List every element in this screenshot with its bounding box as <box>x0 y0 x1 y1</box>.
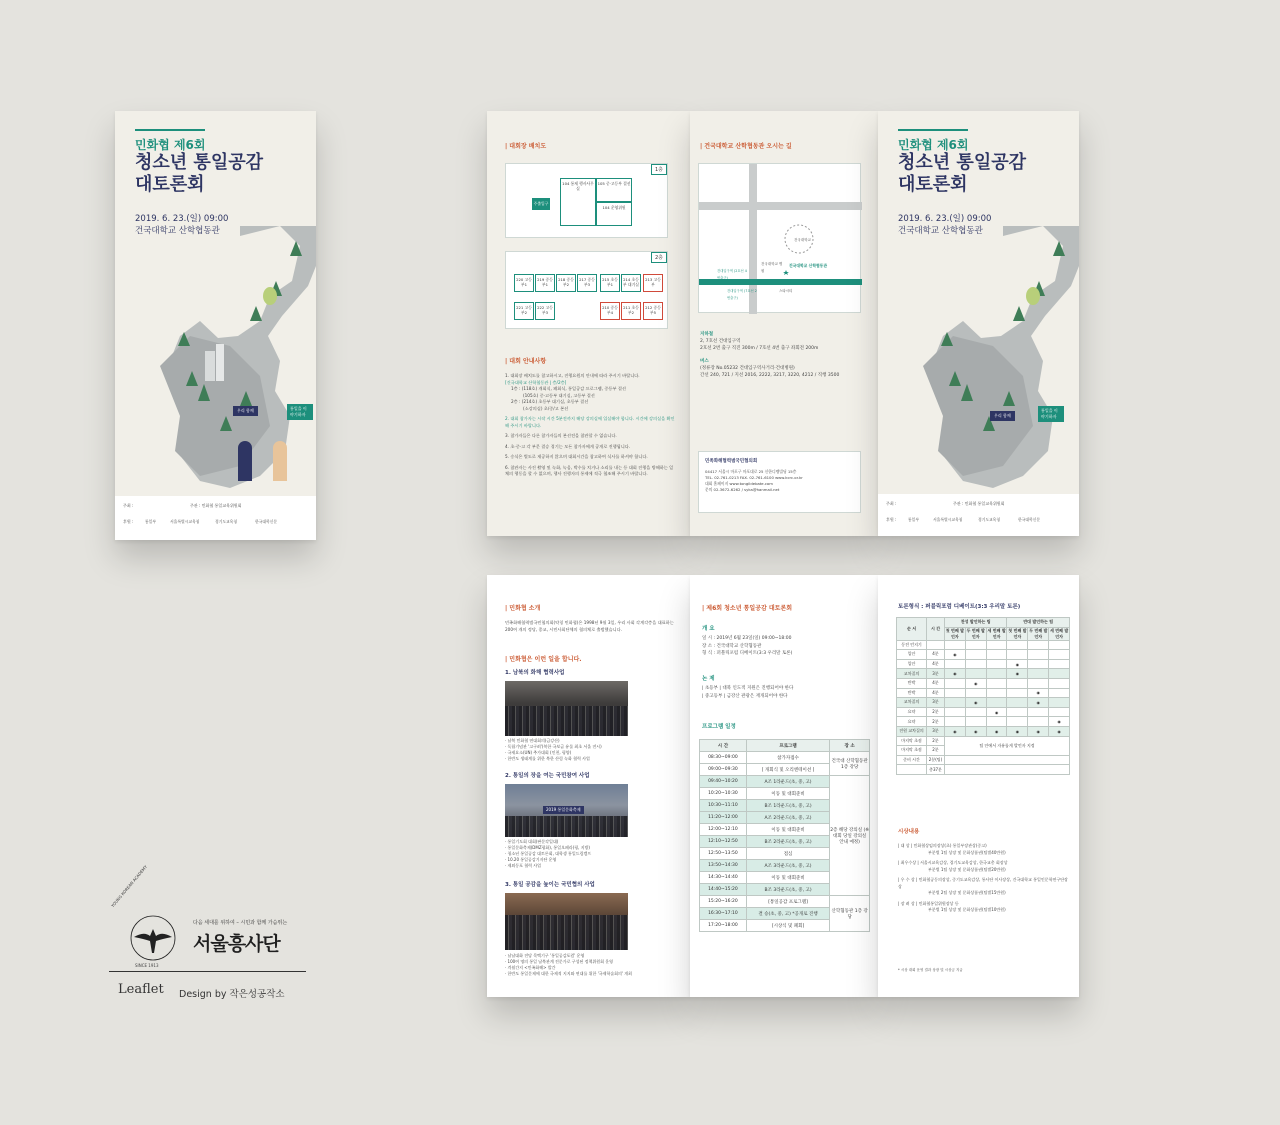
item1-bullet-4: · 한반도 생태계를 위한 북한 산림 녹화 협력 사업 <box>505 756 590 761</box>
debate-sub-2: 두 번째 발언자 <box>966 627 985 639</box>
schedule-row: 14:30~14:40 이동 및 대회준비 <box>700 872 870 884</box>
schedule-header-time: 시 간 <box>700 740 747 752</box>
room-104-staff: 104 운영위원 <box>596 202 632 226</box>
item1-title: 1. 남북의 화해 협력사업 <box>505 670 565 676</box>
award-grand-detail: 부분별 1팀 상장 및 문화상품권(팀별40만원) <box>928 849 1006 855</box>
sponsor-1: 통일부 <box>145 519 157 524</box>
room-217: 217 중등부3 <box>577 274 597 292</box>
cover2-footer <box>878 494 1079 536</box>
room-220: 220 고등부1 <box>514 274 534 292</box>
debate-row: 입안 4분 ◉ <box>897 659 1070 669</box>
debate-row: 마지막 초점 2분 팀 안에서 자유롭게 발언자 지정 <box>897 736 1070 746</box>
room-212: 212 중등부5 <box>643 302 663 320</box>
topic-lines <box>702 685 872 700</box>
debate-header-order: 순 서 <box>897 618 927 641</box>
cover2-rule <box>898 129 968 131</box>
info-list <box>505 373 675 478</box>
directions-map <box>698 163 861 313</box>
debate-row: 요약 2분 ◉ <box>897 717 1070 727</box>
overview-lines <box>702 635 872 658</box>
schedule-row: 10:20~10:30 이동 및 대회준비 <box>700 788 870 800</box>
schedule-row: 15:20~16:20 [통일공감 프로그램] 산학협동관 1층 강당 <box>700 896 870 908</box>
room-215: 215 초등부1 <box>600 274 620 292</box>
debate-row: 동전 던지기 <box>897 640 1070 650</box>
subway-title: 지하철 <box>700 332 714 337</box>
cover-venue: 건국대학교 산학협동관 <box>135 226 220 236</box>
overview-title: 개 요 <box>702 626 715 632</box>
item2-bullet-3: · 청소년 통일공감 대토론회, 대학생 통일드림캠프 <box>505 851 592 856</box>
overview-format: 형 식 : 퍼블릭포럼 디베이트(3:3 우리말 토론) <box>702 651 793 656</box>
bus-title: 버스 <box>700 359 709 364</box>
room-213: 213 고등부 <box>643 274 663 292</box>
debate-row: 준비 시간 2분(팀) <box>897 755 1070 765</box>
panel-venue-layout <box>487 111 690 536</box>
room-222: 222 고등부3 <box>535 302 555 320</box>
subway-exit: 2호선 2번 출구 직진 300m / 7호선 4번 출구 좌회전 200m <box>700 346 819 351</box>
debate-row: 교차질의 3분 ◉ ◉ <box>897 698 1070 708</box>
item3-bullet-1: · 남남대화 전당 목멕기구 '통일공감포럼' 운영 <box>505 953 585 958</box>
bubble-right: 통일을 이야기하자 <box>287 404 313 420</box>
sponsor-2: 서울특별시교육청 <box>170 519 200 524</box>
debate-header-pro: 찬성 발언하는 팀 <box>945 618 1007 628</box>
debate-free-note: 팀 안에서 자유롭게 발언자 지정 <box>945 736 1070 755</box>
schedule-row: 13:50~14:30 A조 3라운드(초, 중, 고) <box>700 860 870 872</box>
schedule-row: 09:00~09:30 [ 개회식 및 오리엔테이션 ] <box>700 764 870 776</box>
info-item-1d: 2층 : (214호) 초등부 대기실, 초등부 결선 <box>511 399 589 404</box>
brand-since: SINCE 1913 <box>135 963 159 968</box>
sponsor-3: 경기도교육청 <box>215 519 238 524</box>
info-item-2: 2. 대회 참가자는 시작 시간 5분전까지 해당 강의실에 입실해야 합니다. 시간에 강의실을 확인해 주시기 바랍니다. <box>505 416 675 428</box>
schedule-row: 14:40~15:20 B조 3라운드(초, 중, 고) <box>700 884 870 896</box>
awards-title: 시상내용 <box>898 829 920 835</box>
org-web: 대회 홈페이지 www.tongildebate.com <box>705 481 773 486</box>
award-merit-detail: 부분별 2팀 상장 및 문화상품권(팀별15만원) <box>928 890 1006 895</box>
org-contact-box <box>698 451 861 513</box>
org-name: 민족화해협력범국민협의회 <box>705 459 758 464</box>
room-211: 211 초등부2 <box>621 302 641 320</box>
room-218: 218 중등부2 <box>556 274 576 292</box>
program-section-title: | 제6회 청소년 통일공감 대토론회 <box>702 605 793 612</box>
korea-map-illustration-2 <box>883 226 1079 498</box>
cover2-title-line3: 대토론회 <box>898 174 968 195</box>
award-excellence-detail: 부분별 1팀 상장 및 문화상품권(팀별20만원) <box>928 866 1006 872</box>
schedule-row: 12:00~12:10 이동 및 대회준비 <box>700 824 870 836</box>
room-105: 105 중·고등부 결선 <box>596 178 632 202</box>
cover2-title-line2: 청소년 통일공감 <box>898 152 1026 173</box>
cover-title-line3: 대토론회 <box>135 174 205 195</box>
transport-info <box>700 331 870 379</box>
item1-bullet-3: · 국제요소(UN) 추가대회 (인천, 평양) <box>505 750 572 755</box>
debate-row: 요약 2분 ◉ <box>897 707 1070 717</box>
schedule-row: 10:30~11:10 B조 1라운드(초, 중, 고) <box>700 800 870 812</box>
info-item-1a: [건국대학교 산학협동관 | 층/2층] <box>505 379 567 385</box>
map-label-hospital: 건국대학교 병원 <box>761 262 783 273</box>
schedule-row: 12:10~12:50 B조 2라운드(초, 중, 고) <box>700 836 870 848</box>
item2-bullet-5: · 제외동포 협력 사업 <box>505 863 541 868</box>
schedule-place-c: 산학협동관 1층 강당 <box>830 896 870 932</box>
cover-title-line1: 민화협 제6회 <box>135 138 206 152</box>
item3-bullet-2: · 100여 명의 통일 남북관계 전문가로 구성된 정책위원회 운영 <box>505 959 613 964</box>
cover2-title-line1: 민화협 제6회 <box>898 138 969 152</box>
item2-title: 2. 통일의 장을 여는 국민참여 사업 <box>505 773 590 779</box>
directions-section-title: | 건국대학교 산학협동관 오시는 길 <box>700 143 792 150</box>
map-label-univ: 건국대학교 <box>794 238 811 242</box>
intro-section-title: | 민화협 소개 <box>505 605 541 612</box>
photo2-banner: 2019 통일문화축제 <box>543 806 584 814</box>
debate-sub-6: 세 번째 발언자 <box>1049 627 1069 639</box>
debate-row: 입안 4분 ◉ <box>897 650 1070 660</box>
award-merit: | 우 수 상 | 민화협공동의장상, 중기도교육감상, 통사단 이사장상, 건국대학교 통일인문학연구단장상 <box>898 877 1068 889</box>
bus-lines: 간선 240, 721 / 지선 2016, 2222, 3217, 3220, 4212 / 직행 3500 <box>700 373 840 378</box>
awards-footnote: * 시상 대회 운영 결과 상장 및 시상금 지급 <box>898 968 963 972</box>
cover2-date: 2019. 6. 23.(일) 09:00 <box>898 214 992 224</box>
debate-sub-3: 세 번째 발언자 <box>987 627 1006 639</box>
schedule-row: 11:20~12:00 A조 2라운드(초, 중, 고) <box>700 812 870 824</box>
intro-text: 민족화해협력범국민협의회(약칭 민화협)은 1998년 9월 3일, 우리 사회 각계각층을 대표하는 200여 개의 정당, 종교, 시민사회단체의 협의체로 출범했습니다. <box>505 620 674 632</box>
panel-program <box>690 575 878 997</box>
room-214: 214 초등부 대기실 <box>621 274 641 292</box>
debate-sub-5: 두 번째 발언자 <box>1029 627 1048 639</box>
schedule-row: 17:20~18:00 [시상식 및 폐회] <box>700 920 870 932</box>
info-item-6: 6. 참관자는 사진 촬영 및 녹화, 녹음, 박수를 치거나 소리를 내는 등 대회 진행을 방해하는 일체의 행동을 할 수 없으며, 행사 진행자의 통제에 적극 협조해 주시기 바랍니다. <box>505 464 674 476</box>
cover-rule <box>135 129 205 131</box>
debate-row: 전원 교차질의 3분 ◉ ◉ ◉ ◉ ◉ ◉ <box>897 726 1070 736</box>
room-104-office: 104 통제 행사사무실 <box>560 178 596 226</box>
org-tel: TEL. 02-761-0213 FAX. 02-761-6100 www.kcrc.or.kr <box>705 475 803 480</box>
item3-title: 3. 통일 공감을 높이는 국민협의 사업 <box>505 882 595 888</box>
info-item-1b: 1층 : (118호) 개회식, 폐회식, 통일공감 프로그램, 중등부 결선 <box>511 386 626 391</box>
awards-list <box>898 843 1070 914</box>
item1-bullet-1: · 남북 민화협 연대회의(금강산) <box>505 738 560 743</box>
item3-bullet-4: · 한반도 통일문제에 대한 국제적 지지와 연대를 위한 '국제학술회의' 개최 <box>505 971 632 976</box>
floor1-plan <box>505 163 668 238</box>
room-210: 210 중등부4 <box>600 302 620 320</box>
brand-arc-text: YOUNG KOREAN ACADEMY <box>110 864 149 909</box>
debate-sub-1: 첫 번째 발언자 <box>945 627 965 639</box>
footer-host: 주최 : <box>123 503 134 508</box>
item2-bullet-2: · 통일문화축제(DMZ평화), 통일오페라(평, 지방) <box>505 845 590 850</box>
schedule-row: 08:30~09:00 참가자접수 건국대 산학협동관 1층 강당 <box>700 752 870 764</box>
photo-group-3 <box>505 893 628 950</box>
schedule-place-b: 2층 해당 강의실 (※대회 당일 강의실 안내 예정) <box>830 776 870 896</box>
info-item-4: 4. 초·중·고 각 부문 결승 경기는 모든 참가자에게 공개로 진행됩니다. <box>505 443 631 449</box>
cover2-sponsor-3: 경기도교육청 <box>978 517 1001 522</box>
info-section-title: | 대회 안내사항 <box>505 358 547 365</box>
brand-divider <box>109 971 306 972</box>
info-item-3: 3. 참가자들은 다른 참가자들의 본선전을 참관할 수 없습니다. <box>505 433 617 438</box>
cover-date: 2019. 6. 23.(일) 09:00 <box>135 214 229 224</box>
cover2-venue: 건국대학교 산학협동관 <box>898 226 983 236</box>
topic-secondary: | 중고등부 | 금강산 관광은 재개되어야 한다 <box>702 693 788 699</box>
item1-bullet-2: · 독립기념관 '고구려'(북한 국보급 유물 최초 서울 전시) <box>505 744 602 749</box>
item1-bullets <box>505 738 677 762</box>
photo-group-1 <box>505 681 628 736</box>
award-encouragement: | 장 려 상 | 민화협통일위원장상 등 <box>898 900 959 906</box>
item2-bullet-4: · 10.20 통일공감기자단 운영 <box>505 857 557 862</box>
map-label-exit2: 건대입구역 (7호선 2번출구) <box>727 289 757 300</box>
cover-footer <box>115 496 316 540</box>
brand-block <box>100 864 315 1005</box>
room-main-entrance: 주출입구 <box>532 198 550 210</box>
caption-design-credit: Design by 작은성공작소 <box>179 989 285 1000</box>
panel-directions <box>690 111 878 536</box>
org-contact: 문의 02-3672-6262 / syka@hanmail.net <box>705 487 780 492</box>
item3-bullet-3: · 격월간지 <민족화해> 발간 <box>505 965 556 970</box>
student-boy <box>238 441 252 481</box>
schedule-table <box>699 739 870 932</box>
map-label-starcity: 스타시티 <box>779 289 793 293</box>
overview-date: 일 시 : 2019년 6월 23일(일) 09:00~18:00 <box>702 636 792 641</box>
cover2-bubble-right: 통일을 이야기하자 <box>1038 406 1064 422</box>
caption-leaflet: Leaflet <box>118 982 164 997</box>
panel-intro <box>487 575 690 997</box>
cover2-footer-host: 주최 : <box>886 501 897 506</box>
topic-title: 논 제 <box>702 676 715 682</box>
cover2-footer-sponsor: 후원 : <box>886 517 897 522</box>
debate-table <box>896 617 1070 775</box>
schedule-row: 09:40~10:20 A조 1라운드(초, 중, 고) 2층 해당 강의실 (※대회 당일 강의실 안내 예정) <box>700 776 870 788</box>
debate-row: 반박 4분 ◉ <box>897 678 1070 688</box>
cover2-footer-organizer: 주관 : 민화협 통일교육위원회 <box>953 501 1005 506</box>
schedule-header-program: 프로그램 <box>746 740 829 752</box>
debate-section-title: 토론형식 : 퍼블릭포럼 디베이트(3:3 우리말 토론) <box>898 604 1021 610</box>
cover2-sponsor-1: 통일부 <box>908 517 920 522</box>
info-item-5: 5. 숭식은 별도로 제공하지 않으며 대회시간을 참고하여 식사를 하셔야 합니다. <box>505 454 648 459</box>
map-label-exit4: 건대입구역 (2호선 4번출구) <box>717 269 747 280</box>
info-item-1e: (소강의실) 초/중/고 본선 <box>523 405 569 411</box>
brand-name: 서울흥사단 <box>193 933 280 955</box>
footer-organizer: 주관 : 민화협 통일교육위원회 <box>190 503 242 508</box>
info-item-1: 1. 대회장 배치도를 참고하시고, 진행요원의 안내에 따라 주시기 바랍니다. <box>505 373 640 378</box>
room-221: 221 고등부2 <box>514 302 534 320</box>
cover2-sponsor-4: 한국대학신문 <box>1018 517 1041 522</box>
work-section-title: | 민화협은 이런 일을 합니다. <box>505 656 582 663</box>
student-girl <box>273 441 287 481</box>
topic-elementary: | 초등부 | 대북 인도적 지원은 진행되어야 한다 <box>702 686 794 691</box>
info-item-1c: (105호) 중·고등부 대기실, 고등부 결선 <box>523 392 595 398</box>
schedule-row: 12:50~13:50 점심 <box>700 848 870 860</box>
panel-debate <box>878 575 1079 997</box>
award-excellence: | 최우수상 | 서울시교육감상, 경기도교육감상, 한국교총 회장상 <box>898 860 1008 865</box>
floor1-label: 1층 <box>651 164 667 175</box>
bubble-left: 우리 함께 <box>233 406 258 416</box>
panel-cover-right <box>878 111 1079 536</box>
sponsor-4: 한국대학신문 <box>255 519 278 524</box>
debate-row: 반박 4분 ◉ <box>897 688 1070 698</box>
debate-row: 총37분 <box>897 765 1070 775</box>
brand-tagline: 다음 세대를 위하여 – 시민과 함께 가슴뛰는 <box>193 920 288 926</box>
debate-header-con: 반대 발언하는 팀 <box>1007 618 1070 628</box>
debate-row: 교차질의 3분 ◉ ◉ <box>897 669 1070 679</box>
item3-bullets <box>505 953 677 977</box>
floor2-label: 2층 <box>651 252 667 263</box>
photo-group-2 <box>505 784 628 837</box>
org-address: 04417 서울시 마포구 마포대로 25 신한디엠빌딩 15층 <box>705 469 797 474</box>
item2-bullets <box>505 839 677 869</box>
schedule-place-a: 건국대 산학협동관 1층 강당 <box>830 752 870 776</box>
cover-title-line2: 청소년 통일공감 <box>135 152 263 173</box>
award-grand: | 대 상 | 민화협상임의장상(초) 통일부장관상(중고) <box>898 843 987 848</box>
room-219: 219 중등부1 <box>535 274 555 292</box>
debate-header-time: 시 간 <box>927 618 945 641</box>
venue-section-title: | 대회장 배치도 <box>505 143 547 150</box>
cover2-bubble-left: 우리 함께 <box>990 411 1015 421</box>
item2-bullet-1: · 통일기도회 대회(판문각일대) <box>505 839 559 844</box>
cover-leaflet <box>115 111 316 540</box>
debate-sub-4: 첫 번째 발언자 <box>1008 627 1027 639</box>
map-label-venue: 건국대학교 산학협동관 <box>789 263 827 268</box>
floor2-plan <box>505 251 668 329</box>
award-encouragement-detail: 부분별 1팀 상장 및 문화상품권(팀별10만원) <box>928 907 1006 912</box>
debate-row: 마지막 초점 2분 <box>897 746 1070 756</box>
schedule-title: 프로그램 일정 <box>702 724 736 730</box>
bus-stop: (정류장 No.05232 건대입구역사거리·건대병원) <box>700 366 795 371</box>
cover2-sponsor-2: 서울특별시교육청 <box>933 517 963 522</box>
eagle-emblem-icon <box>128 913 178 963</box>
schedule-row: 16:30~17:10 결 승(초, 중, 고) *공개로 진행 <box>700 908 870 920</box>
schedule-header-place: 장 소 <box>830 740 870 752</box>
subway-line: 2, 7호선 건대입구역 <box>700 339 741 344</box>
overview-place: 장 소 : 건국대학교 산학협동관 <box>702 643 762 649</box>
footer-sponsor: 후원 : <box>123 519 134 524</box>
